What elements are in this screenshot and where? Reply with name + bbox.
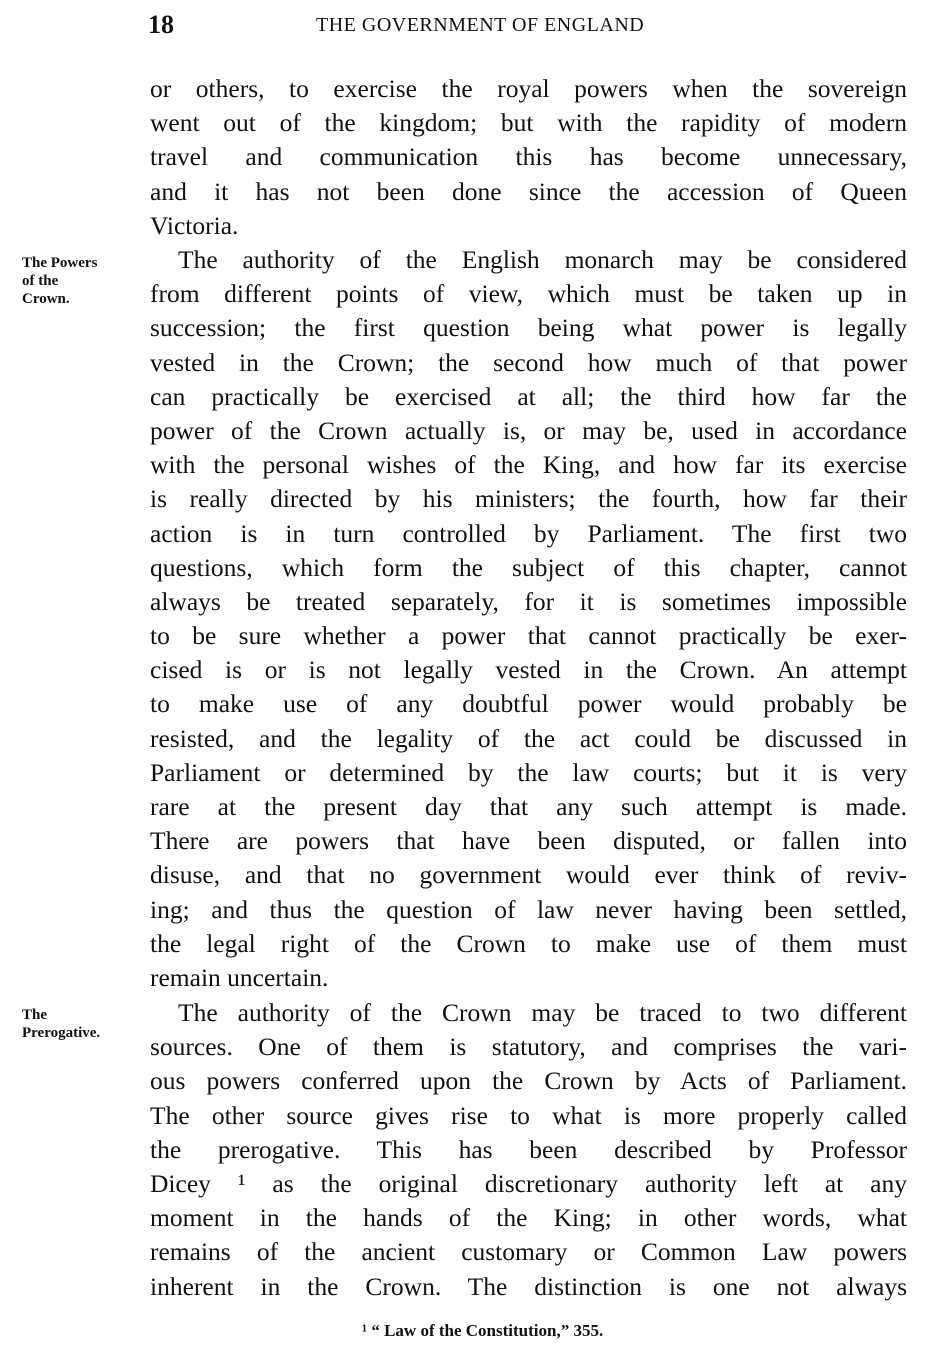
text-line: disuse, and that no government would ever think of reviv-: [150, 860, 907, 890]
text-line: cised is or is not legally vested in the Crown. An attempt: [150, 655, 907, 685]
text-line: always be treated separately, for it is sometimes impossible: [150, 586, 907, 616]
paragraph-3: [150, 996, 907, 1304]
text-line: Parliament or determined by the law courts; but it is very: [150, 757, 907, 787]
text-line: can practically be exercised at all; the third how far the: [150, 381, 907, 411]
sidenote-line: The Powers: [22, 255, 98, 271]
text-line: power of the Crown actually is, or may be, used in accordance: [150, 415, 907, 445]
text-line: Victoria.: [150, 210, 239, 240]
sidenote-powers-of-the-crown: [22, 254, 146, 308]
text-line: questions, which form the subject of this chapter, cannot: [150, 552, 907, 582]
text-line: inherent in the Crown. The distinction is one not always: [150, 1271, 907, 1301]
text-line: the legal right of the Crown to make use of them must: [150, 928, 907, 958]
text-line: or others, to exercise the royal powers when the sovereign: [150, 74, 907, 103]
text-line: remains of the ancient customary or Common Law powers: [150, 1237, 907, 1267]
text-line: ous powers conferred upon the Crown by Acts of Parliament.: [150, 1066, 907, 1096]
text-line: vested in the Crown; the second how much of that power: [150, 347, 907, 377]
text-line: rare at the present day that any such attempt is made.: [150, 792, 907, 821]
text-line: There are powers that have been disputed, or fallen into: [150, 826, 907, 856]
sidenote-line: Prerogative.: [22, 1025, 101, 1041]
sidenote-line: The: [22, 1007, 48, 1023]
paragraph-1: [150, 72, 907, 243]
text-line: succession; the first question being what power is legally: [150, 313, 907, 343]
sidenote-line: Crown.: [22, 291, 70, 307]
text-line: and it has not been done since the accession of Queen: [150, 176, 907, 206]
text-line: ing; and thus the question of law never having been settled,: [150, 894, 907, 924]
text-line: The authority of the Crown may be traced to two different: [178, 998, 907, 1027]
text-line: The other source gives rise to what is more properly called: [150, 1100, 907, 1130]
page-number: 18: [148, 10, 174, 39]
text-line: action is in turn controlled by Parliament. The first two: [150, 518, 907, 548]
sidenote-prerogative: [22, 1006, 146, 1042]
running-title: THE GOVERNMENT OF ENGLAND: [316, 14, 645, 36]
paragraph-2: [150, 243, 907, 995]
text-line: to be sure whether a power that cannot practically be exer-: [150, 621, 907, 651]
sidenote-line: of the: [22, 273, 59, 289]
footnote: ¹ “ Law of the Constitution,” 355.: [362, 1321, 604, 1340]
page-header: [148, 10, 908, 40]
text-line: to make use of any doubtful power would probably be: [150, 689, 907, 719]
text-line: remain uncertain.: [150, 962, 329, 992]
text-line: Dicey ¹ as the original discretionary authority left at any: [150, 1168, 907, 1198]
text-line: the prerogative. This has been described by Professor: [150, 1134, 907, 1164]
text-line: with the personal wishes of the King, and how far its exercise: [150, 450, 907, 480]
text-line: The authority of the English monarch may be considered: [178, 245, 907, 274]
text-line: sources. One of them is statutory, and comprises the vari-: [150, 1032, 907, 1062]
text-line: travel and communication this has become unnecessary,: [150, 142, 907, 172]
text-line: went out of the kingdom; but with the rapidity of modern: [150, 108, 907, 138]
text-line: from different points of view, which must be taken up in: [150, 279, 907, 309]
text-line: resisted, and the legality of the act could be discussed in: [150, 723, 907, 753]
text-line: moment in the hands of the King; in other words, what: [150, 1203, 907, 1233]
text-line: is really directed by his ministers; the fourth, how far their: [150, 484, 907, 514]
